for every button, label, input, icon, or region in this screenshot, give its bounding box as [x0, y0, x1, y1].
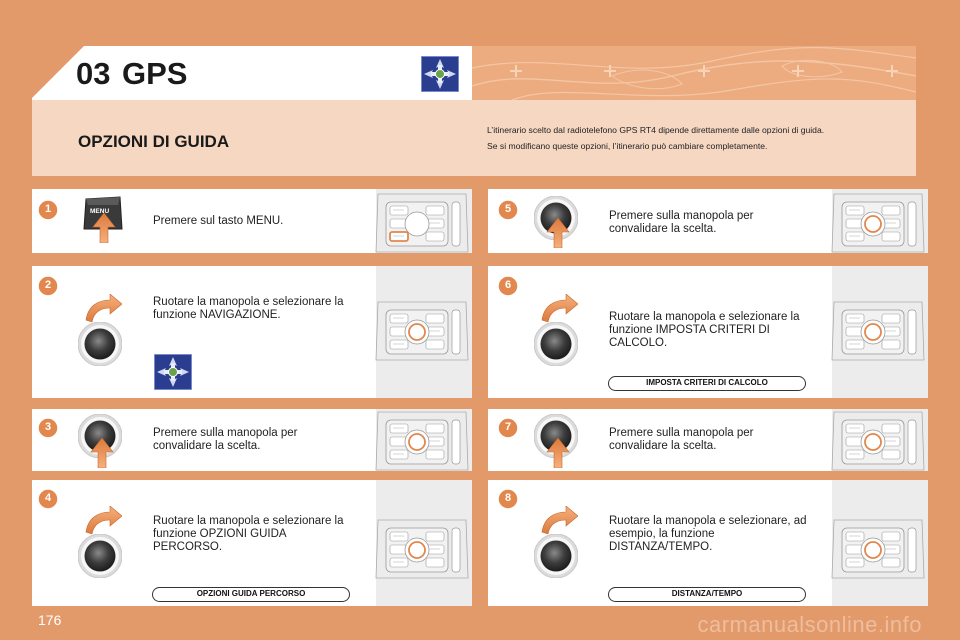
step-4-number: 4 — [44, 492, 52, 504]
gps-navigation-icon — [154, 354, 192, 390]
press-arrow-icon — [546, 438, 570, 468]
chapter-number: 03 — [76, 56, 111, 91]
step-7-number: 7 — [504, 421, 512, 433]
rotate-arrow-icon — [84, 506, 122, 534]
step-6-number: 6 — [504, 279, 512, 291]
chapter-title: GPS — [122, 56, 188, 91]
intro-text — [487, 122, 907, 154]
step-5-number: 5 — [504, 203, 512, 215]
rotate-arrow-icon — [540, 506, 578, 534]
rotate-arrow-icon — [540, 294, 578, 322]
menu-key-label: MENU — [90, 208, 110, 215]
intro-line-1: L’itinerario scelto dal radiotelefono GPS RT4 dipende direttamente dalle opzioni di guida. — [487, 125, 825, 135]
step-6-text: Ruotare la manopola e selezionare la funzione IMPOSTA CRITERI DI CALCOLO. — [609, 311, 800, 349]
control-knob-icon — [534, 534, 578, 578]
control-knob-icon — [534, 322, 578, 366]
step-4-text: Ruotare la manopola e selezionare la funzione OPZIONI GUIDA PERCORSO. — [153, 515, 344, 553]
option-label-pill: OPZIONI GUIDA PERCORSO — [152, 587, 350, 602]
radio-panel-icon — [374, 192, 470, 254]
step-5-text: Premere sulla manopola per convalidare la scelta. — [609, 210, 754, 235]
header-map-decoration — [472, 46, 916, 100]
step-8-number: 8 — [504, 492, 512, 504]
option-label-pill: DISTANZA/TEMPO — [608, 587, 806, 602]
rotate-arrow-icon — [84, 294, 122, 322]
control-knob-icon — [78, 322, 122, 366]
step-8-text: Ruotare la manopola e selezionare, ad esempio, la funzione DISTANZA/TEMPO. — [609, 515, 807, 553]
step-2-number: 2 — [44, 279, 52, 291]
radio-panel-icon — [374, 410, 470, 472]
radio-panel-icon — [830, 518, 926, 580]
press-arrow-icon — [90, 438, 114, 468]
step-1-number: 1 — [44, 203, 52, 215]
radio-panel-icon — [830, 192, 926, 254]
radio-panel-icon — [830, 410, 926, 472]
press-arrow-icon — [546, 218, 570, 248]
radio-panel-icon — [374, 300, 470, 362]
watermark: carmanualsonline.info — [697, 612, 922, 637]
radio-panel-icon — [374, 518, 470, 580]
control-knob-icon — [78, 534, 122, 578]
press-arrow-icon — [92, 213, 116, 243]
gps-navigation-icon — [421, 56, 459, 92]
section-title: OPZIONI DI GUIDA — [78, 132, 230, 151]
step-3-text: Premere sulla manopola per convalidare la scelta. — [153, 427, 298, 452]
option-label-pill: IMPOSTA CRITERI DI CALCOLO — [608, 376, 806, 391]
page-number: 176 — [38, 612, 62, 628]
step-3-number: 3 — [44, 421, 52, 433]
intro-line-2: Se si modificano queste opzioni, l’itinerario può cambiare completamente. — [487, 141, 768, 151]
step-2-text: Ruotare la manopola e selezionare la funzione NAVIGAZIONE. — [153, 296, 344, 321]
step-1-text: Premere sul tasto MENU. — [153, 215, 284, 227]
step-7-text: Premere sulla manopola per convalidare la scelta. — [609, 427, 754, 452]
radio-panel-icon — [830, 300, 926, 362]
